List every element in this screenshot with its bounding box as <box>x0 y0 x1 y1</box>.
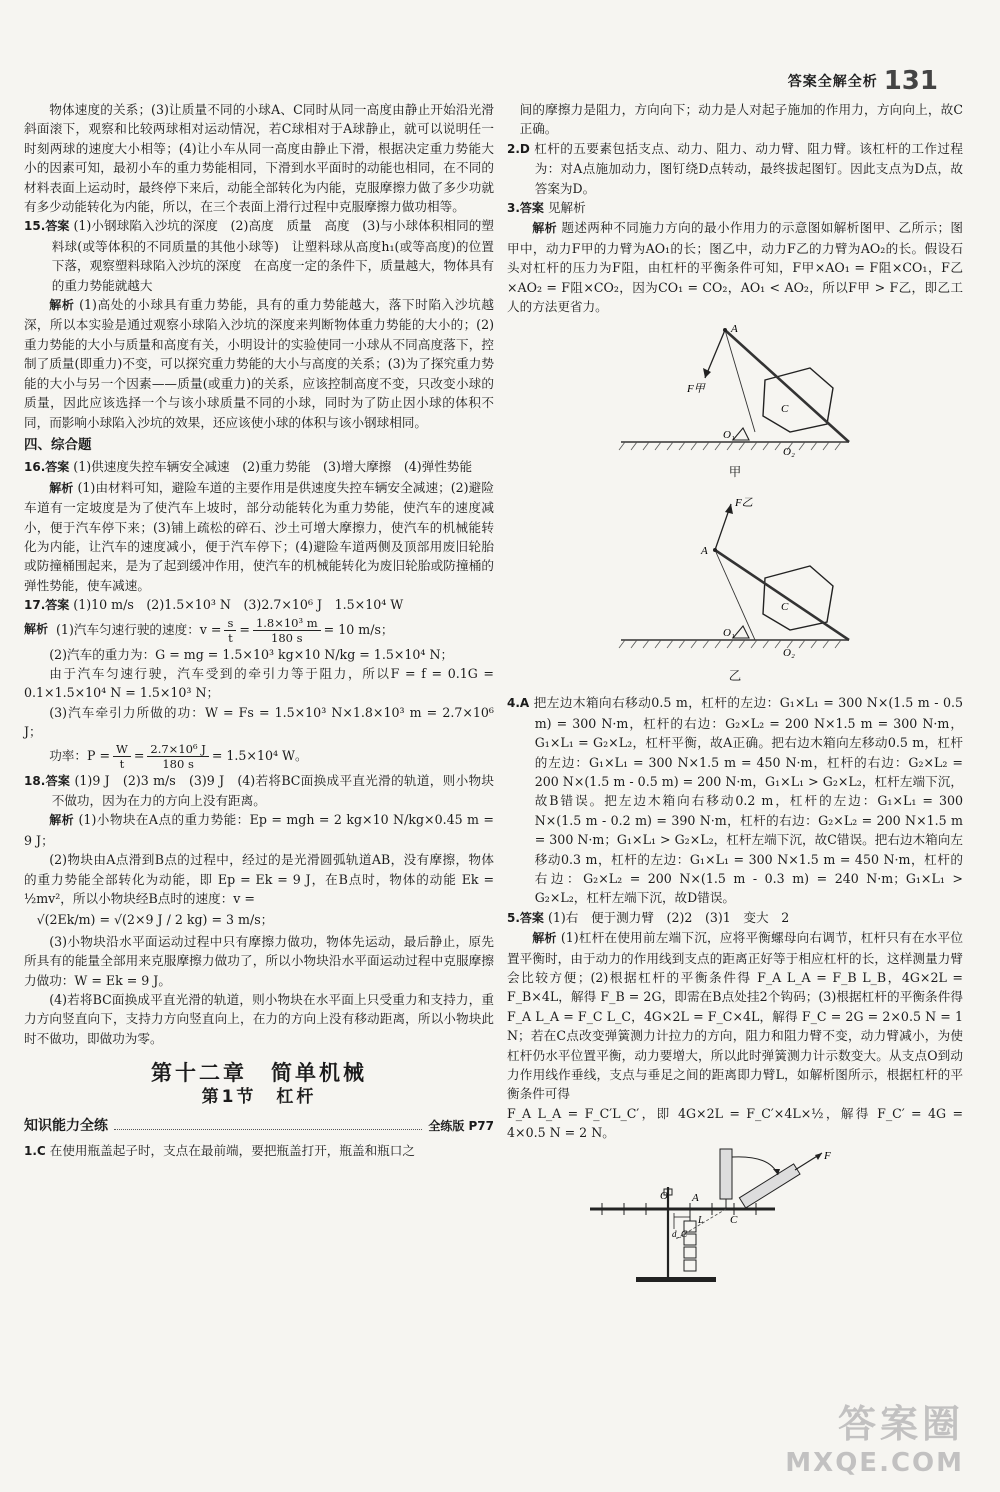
q18-analysis-text-1: (1)小物块在A点的重力势能：Ep = mgh = 2 kg×10 N/kg×0.45 m = 9 J； <box>24 812 494 848</box>
practice-title: 知识能力全练 <box>24 1118 108 1135</box>
q2-label: 2.D <box>507 141 530 156</box>
q5-answer-text: (1)右 便于测力臂 (2)2 (3)1 变大 2 <box>547 909 790 925</box>
q2-item <box>507 139 963 198</box>
q16-analysis-text: (1)由材料可知，避险车道的主要作用是供速度失控车辆安全减速；(2)避险车道有一定坡度是为了使汽车上坡时，部分动能转化为重力势能，使汽车的速度减小，便于汽车停下来；(3)铺上疏松的碎石、沙土可增大摩擦力，使汽车的机械能转化为内能，让汽车的速度减小，便于汽车停下；(4)避险车道两侧及顶部用废旧轮胎或防撞桶围起来，是为了起到缓冲作用，使汽车的机械能转化为废旧轮胎或防撞桶的弹性势能，使车减速。 <box>24 479 494 593</box>
q17-power-fraction <box>113 742 131 771</box>
q17-power-numerator: W <box>113 742 131 757</box>
q17-speed-numerator: s <box>224 616 236 631</box>
q17-friction: 由于汽车匀速行驶，汽车受到的牵引力等于阻力，所以F = f = 0.1G = 0.1×1.5×10⁴ N = 1.5×10³ N； <box>24 665 494 701</box>
q18-answer <box>24 771 494 811</box>
q18-analysis-3: (3)小物块沿水平面运动过程中只有摩擦力做功，物体先运动，最后静止，原先所具有的能量全部用来克服摩擦力做功了，所以小物块沿水平面运动过程中克服摩擦力做功：W = Ek = 9 J。 <box>24 933 494 988</box>
fig-c-label-C: C <box>730 1213 738 1226</box>
q17-speed-prefix: (1)汽车匀速行驶的速度：v = <box>56 622 222 638</box>
fig-b-label-O2: O₂ <box>783 646 795 659</box>
q17-answer <box>24 595 494 615</box>
q17-answer-text: (1)10 m/s (2)1.5×10³ N (3)2.7×10⁶ J 1.5×10⁴ W <box>73 597 404 613</box>
fig-c-label-F: F <box>824 1149 831 1162</box>
q4-label: 4.A <box>507 696 530 711</box>
q16-analysis-label: 解析 <box>49 480 74 495</box>
q5-analysis-text: (1)杠杆在使用前左端下沉，应将平衡螺母向右调节，杠杆只有在水平位置平衡时，由于动力的作用线到支点的距离正好等于相应杠杆的长，这样测量力臂会比较方便；(2)根据杠杆的平衡条件得 F_A L_A = F_B L_B，4G×2L = F_B×4L，解得 F_B = 2G，即需在B点处挂2个钩码；(3)根据杠杆的平衡条件得 F_A L_A = F_C L_C，4G×2L = F_C×4L，解得 F_C = 2G = 2×0.5 N = 1 N；若在C点改变弹簧测力计拉力的方向，阻力和阻力臂不变，动力臂减小，为使杠杆仍水平位置平衡，动力要增大，所以此时弹簧测力计示数变大。从支点O到动力作用线作垂线，支点与垂足之间的距离即力臂L，如解析图所示，根据杠杆的平衡条件可得 <box>507 930 963 1102</box>
q17-gravity: (2)汽车的重力为：G = mg = 1.5×10³ kg×10 N/kg = 1.5×10⁴ N； <box>49 646 454 662</box>
q17-power-numerator-2: 2.7×10⁶ J <box>147 742 208 757</box>
q18-label: 18.答案 <box>24 773 71 788</box>
q17-speed-equals: = <box>239 622 250 638</box>
practice-bar <box>24 1117 494 1136</box>
watermark-line-2: MXQE.COM <box>785 1448 964 1478</box>
q17-label: 17.答案 <box>24 598 70 613</box>
q16-answer-text: (1)供速度失控车辆安全减速 (2)重力势能 (3)增大摩擦 (4)弹性势能 <box>73 459 473 475</box>
q2-text: 杠杆的五要素包括支点、动力、阻力、动力臂、阻力臂。该杠杆的工作过程为：对A点施加动力，图钉绕D点转动，最终拔起图钉。因此支点为D点，故答案为D。 <box>534 140 963 196</box>
fig-c-label-O: O <box>660 1189 668 1202</box>
q15-label: 15.答案 <box>24 219 70 234</box>
q16-label: 16.答案 <box>24 460 70 475</box>
section-title: 第1节 杠杆 <box>201 1086 317 1107</box>
q17-power-line <box>24 742 494 771</box>
q15-analysis-text: (1)高处的小球具有重力势能，具有的重力势能越大，落下时陷入沙坑越深，所以本实验是通过观察小球陷入沙坑的深度来判断物体重力势能的大小的；(2)重力势能的大小与质量和高度有关，小明设计的实验使同一小球从不同高度落下，控制了质量(即重力)不变，可以探究重力势能的大小与高度的关系；(3)为了探究重力势能的大小与另一个因素——质量(或重力)的关系，应该控制高度不变，只改变小球的质量，因此应该选择一个与该小球质量不同的小球，同时为了防止因小球的体积不同，而影响小球陷入沙坑的效果，还应该使小球的体积与该小钢球相同。 <box>24 297 494 430</box>
q17-power-prefix: 功率：P = <box>49 748 110 764</box>
q5-label: 5.答案 <box>507 910 544 925</box>
q15-answer <box>24 216 494 295</box>
lever-figure-b <box>605 490 865 662</box>
q18-analysis-1 <box>24 810 494 850</box>
q5-answer <box>507 908 963 928</box>
q17-power-equals: = <box>133 748 145 764</box>
fig-a-caption: 甲 <box>728 464 742 480</box>
q4-text: 把左边木箱向右移动0.5 m，杠杆的左边：G₁×L₁ = 300 N×(1.5 m - 0.5 m) = 300 N·m，杠杆的右边：G₂×L₂ = 200 N×1.5 m = 300 N·m，G₁×L₁ = G₂×L₂，杠杆平衡，故A正确。把右边木箱向左移动0.5 m，杠杆的左边：G₁×L₁ = 300 N×1.5 m = 450 N·m，杠杆的右边：G₂×L₂ = 200 N×(1.5 m - 0.5 m) = 200 N·m，G₁×L₁ > G₂×L₂，杠杆左端下沉，故B错误。把左边木箱向右移动0.2 m，杠杆的左边：G₁×L₁ = 300 N×(1.5 m - 0.2 m) = 390 N·m，杠杆的右边：G₂×L₂ = 200 N×1.5 m = 300 N·m；G₁×L₁ > G₂×L₂，杠杆左端下沉，故C错误。把右边木箱向左移动0.3 m，杠杆的左边：G₁×L₁ = 300 N×1.5 m = 450 N·m，杠杆的右边：G₂×L₂ = 200 N×(1.5 m - 0.3 m) = 240 N·m；G₁×L₁ > G₂×L₂，杠杆左端下沉，故D错误。 <box>533 695 963 906</box>
page-header <box>788 66 938 96</box>
fig-a-label-O2: O₂ <box>783 446 795 459</box>
q16-answer <box>24 457 494 477</box>
q14-continuation: 物体速度的关系；(3)让质量不同的小球A、C同时从同一高度由静止开始沿光滑斜面滚下，观察和比较两球相对运动情况，若C球相对于A球静止，就可以说明任一时刻两球的速度大小相等；(4)让小车从同一高度由静止下滑，根据决定重力势能大小的因素可知，最初小车的重力势能相同，下滑到水平面时的动能也相同，在不同的材料表面上运动时，最终停下来后，动能全部转化为内能，克服摩擦力做了多少功就有多少动能转化为内能，所以，在三个表面上滑行过程中克服摩擦力做功相等。 <box>24 102 494 215</box>
watermark-logo <box>785 1393 964 1478</box>
fig-a-label-O1: O₁ <box>723 429 735 442</box>
right-column <box>507 100 963 1301</box>
q18-analysis-label: 解析 <box>49 813 75 828</box>
watermark-line-1: 答案圈 <box>837 1402 964 1446</box>
left-column <box>24 100 494 1161</box>
q15-answer-text: (1)小钢球陷入沙坑的深度 (2)高度 质量 高度 (3)与小球体积相同的塑料球(或等体积的不同质量的其他小球等) 让塑料球从高度h₁(或等高度)的位置下落，观察塑料球陷入沙坑的深度 在高度一定的条件下，质量越大，物体具有的重力势能就越大 <box>51 218 494 293</box>
q17-work: (3)汽车牵引力所做的功：W = Fs = 1.5×10³ N×1.8×10³ m = 2.7×10⁶ J； <box>24 704 494 740</box>
q17-speed-denominator-2: 180 s <box>271 630 303 645</box>
q1-text: 在使用瓶盖起子时，支点在最前端，要把瓶盖打开，瓶盖和瓶口之 <box>49 1142 415 1158</box>
fig-a-label-C: C <box>781 403 789 416</box>
q3-analysis-text: 题述两种不同施力方向的最小作用力的示意图如解析图甲、乙所示；图甲中，动力F甲的力臂为AO₁的长；图乙中，动力F乙的力臂为AO₂的长。假设石头对杠杆的压力为F阻，由杠杆的平衡条件可知，F甲×AO₁ = F阻×CO₁，F乙×AO₂ = F阻×CO₂，因为CO₁ = CO₂，AO₁ < AO₂，所以F甲 > F乙，即乙工人的方法更省力。 <box>507 220 963 315</box>
q5-analysis <box>507 928 963 1104</box>
q17-analysis-label: 解析 <box>24 622 49 637</box>
fig-c-label-A: A <box>692 1191 699 1204</box>
q18-analysis-2: (2)物块由A点滑到B点的过程中，经过的是光滑圆弧轨道AB，没有摩擦，物体的重力势能全部转化为动能，即 Ep = Ek = 9 J，在B点时，物体的动能 Ek = ½mv²，所以小物块经B点时的速度：v = <box>24 852 494 907</box>
q18-answer-text: (1)9 J (2)3 m/s (3)9 J (4)若将BC面换成平直光滑的轨道，则小物块不做功，因为在力的方向上没有距离。 <box>51 772 494 808</box>
lever-figure-a <box>605 320 865 458</box>
q1-continuation: 间的摩擦力是阻力，方向向下；动力是人对起子施加的作用力，方向向上，故C正确。 <box>519 102 963 137</box>
chapter-title: 第十二章 简单机械 <box>151 1061 367 1086</box>
lever-figure-c <box>580 1147 890 1297</box>
q17-power-result: = 1.5×10⁴ W。 <box>211 748 308 764</box>
fig-a-label-F: F甲 <box>687 383 705 396</box>
q3-label: 3.答案 <box>507 201 544 216</box>
q18-analysis-4: (4)若将BC面换成平直光滑的轨道，则小物块在水平面上只受重力和支持力，重力方向竖直向下，支持力方向竖直向上，在力的方向上没有移动距离，所以小物块此时不做功，即做功为零。 <box>24 992 494 1046</box>
q15-analysis-label: 解析 <box>49 298 75 313</box>
header-title: 答案全解全析 <box>787 74 878 90</box>
fig-b-label-C: C <box>781 600 789 613</box>
dotted-leader <box>114 1121 422 1130</box>
q4-item <box>507 693 963 907</box>
fig-b-label-O1: O₁ <box>723 626 735 639</box>
q17-speed-denominator: t <box>228 630 233 645</box>
q3-answer <box>507 198 963 218</box>
q3-analysis-label: 解析 <box>532 221 557 236</box>
practice-ref: 全练版 P77 <box>428 1119 494 1134</box>
q5-analysis-label: 解析 <box>532 931 557 946</box>
q17-speed-fraction <box>224 616 236 645</box>
q17-speed-numerator-2: 1.8×10³ m <box>253 616 321 631</box>
fig-c-label-L: L <box>698 1214 704 1226</box>
q17-speed-line <box>24 616 494 645</box>
q18-velocity-formula: √(2Ek/m) = √(2×9 J / 2 kg) = 3 m/s； <box>36 912 274 928</box>
page-number: 131 <box>883 66 938 96</box>
q17-power-denominator: t <box>119 756 125 771</box>
q3-answer-text: 见解析 <box>547 200 586 216</box>
fig-b-label-A: A <box>701 544 708 557</box>
q1-item <box>24 1141 494 1161</box>
fig-c-label-dc: d_C <box>672 1228 688 1239</box>
q5-final-equation: F_A L_A = F_C′L_C′，即 4G×2L = F_C′×4L×½，解得 F_C′ = 4G = 4×0.5 N = 2 N。 <box>507 1105 963 1141</box>
section-heading: 四、综合题 <box>24 436 92 453</box>
fig-b-label-F: F乙 <box>735 496 753 509</box>
q3-analysis <box>507 218 963 316</box>
q1-label: 1.C <box>24 1143 46 1158</box>
fig-b-caption: 乙 <box>728 667 742 683</box>
q17-power-fraction-2 <box>147 742 208 771</box>
fig-a-label-A: A <box>731 323 738 336</box>
q17-speed-fraction-2 <box>253 616 321 645</box>
q15-analysis <box>24 295 494 432</box>
q17-power-denominator-2: 180 s <box>162 756 194 771</box>
q17-speed-result: = 10 m/s； <box>323 622 394 638</box>
q16-analysis <box>24 478 494 595</box>
